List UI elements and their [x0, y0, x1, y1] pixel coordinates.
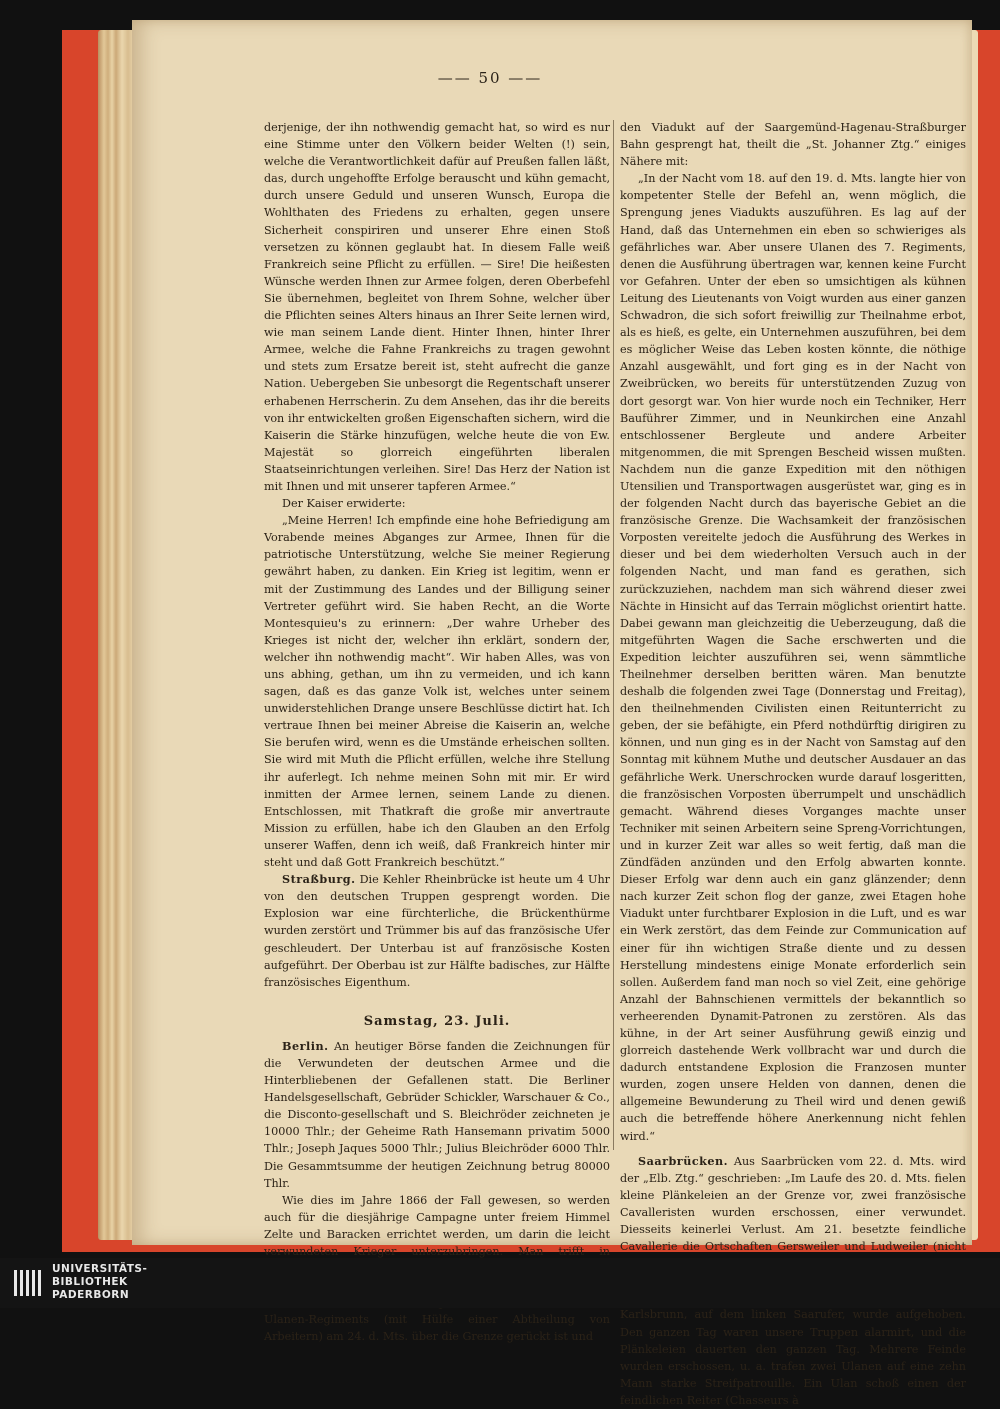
- library-name: UNIVERSITÄTS- BIBLIOTHEK PADERBORN: [52, 1263, 148, 1301]
- paragraph: „Meine Herren! Ich empfinde eine hohe Befriedigung am Vorabende meines Abganges zur Armee, Ihnen für die patriotische Unterstützung, welche Sie meiner Regierung gewährt haben, zu danken. Ein Krieg ist legitim, wenn er mit der Zustimmung des Landes und der Billigung seiner Vertreter geführt wird. Sie haben Recht, an die Worte Montesquieu's zu erinnern: „Der wahre Urheber des Krieges ist nicht der, welcher ihn erklärt, sondern der, welcher ihn nothwendig macht“. Wir haben Alles, was von uns abhing, gethan, um ihn zu vermeiden, und ich kann sagen, daß es das ganze Volk ist, welches unter seinem unwiderstehlichen Drange unsere Beschlüsse dictirt hat. Ich vertraue Ihnen bei meiner Abreise die Kaiserin an, welche Sie berufen wird, wenn es die Umstände erheischen sollten. Sie wird mit Muth die Pflicht erfüllen, welche ihre Stellung ihr auferlegt. Ich nehme meinen Sohn mit mir. Er wird inmitten der Armee lernen, seinem Lande zu dienen. Entschlossen, mit Thatkraft die große mir anvertraute Mission zu erfüllen, habe ich den Glauben an den Erfolg unserer Waffen, denn ich weiß, daß Frankreich hinter mir steht und daß Gott Frankreich beschützt.“: [264, 514, 610, 870]
- library-logo-icon: [12, 1266, 46, 1300]
- left-column: [264, 119, 611, 1344]
- paragraph: Wie dies im Jahre 1866 der Fall gewesen, so werden auch für die diesjährige Campagne unter freiem Himmel Zelte und Baracken errichtet werden, um darin die leicht verwundeten Krieger unterzubringen. Man trifft in: [264, 1193, 610, 1258]
- article-text: Aus Saarbrücken vom 22. d. Mts. wird der „Elb. Ztg.“ geschrieben: „Im Laufe des 20. d. Mts. fielen kleine Plänkeleien an der Grenze vor, zwei französische Cavalleristen wurden erschossen, einer verwundet. Diesseits keinerlei Verlust. Am 21. besetzte feindliche Cavallerie die Ortschaften Gersweiler und Ludweiler (nicht Karlsbrunn, auf dem linken Saarufer, wurde aufgehoben. Den ganzen Tag waren unsere Truppen alarmirt, und die Plänkeleien dauerten den ganzen Tag. Mehrere Feinde wurden erschossen, u. a. trafen zwei Ulanen auf eine zehn Mann starke Streifpatrouille. Ein Ulan schoß einen der feindlichen Reiter (Chasseurs à: [620, 1154, 966, 1407]
- article-heading: Berlin.: [282, 1038, 329, 1053]
- article-text: An heutiger Börse fanden die Zeichnungen für die Verwundeten der deutschen Armee und die Hinterbliebenen der Gefallenen statt. Die Berliner Handelsgesellschaft, Gebrüder Schickler, Warschauer & Co., die Disconto-gesellschaft und S. Bleichröder zeichneten je 10000 Thlr.; der Geheime Rath Hansemann privatim 5000 Thlr.; Joseph Jaques 5000 Thlr.; Julius Bleichröder 6000 Thlr. Die Gesammtsumme der heutigen Zeichnung betrug 80000 Thlr.: [264, 1039, 610, 1190]
- dateline: Samstag, 23. Juli.: [363, 1013, 511, 1029]
- footer-bar: [0, 1258, 1000, 1308]
- article-berlin: [264, 1038, 610, 1192]
- article-heading: Saarbrücken.: [638, 1153, 729, 1168]
- article-text: Die Kehler Rheinbrücke ist heute um 4 Uhr von den deutschen Truppen gesprengt worden. Die Explosion war eine fürchterliche, die Brückenthürme wurden zerstört und Trümmer bis auf das französische Ufer geschleudert. Der Unterbau ist auf französische Kosten aufgeführt. Der Oberbau ist zur Hälfte badisches, zur Hälfte französisches Eigenthum.: [264, 873, 611, 989]
- paragraph: derjenige, der ihn nothwendig gemacht hat, so wird es nur eine Stimme unter den Völkern beider Welten (!) sein, welche die Verantwortlichkeit dafür auf Preußen fallen läßt, das, durch ungehoffte Erfolge berauscht und kühn gemacht, durch unsere Geduld und unseren Wunsch, Europa die Wohlthaten des Friedens zu erhalten, gegen unsere Sicherheit conspiriren und unserer Ehre einen Stoß versetzen zu können geglaubt hat. In diesem Falle weiß Frankreich seine Pflicht zu erfüllen. — Sire! Die heißesten Wünsche werden Ihnen zur Armee folgen, deren Oberbefehl Sie übernehmen, begleitet von Ihrem Sohne, welcher über die Pflichten seines Alters hinaus an Ihrer Seite lernen wird, wie man seinem Lande dient. Hinter Ihnen, hinter Ihrer Armee, welche die Fahne Frankreichs zu tragen gewohnt und stets zum Ersatze bereit ist, steht aufrecht die ganze Nation. Uebergeben Sie unbesorgt die Regentschaft unserer erhabenen Herrscherin. Zu dem Ansehen, das ihr die bereits von ihr entwickelten großen Eigenschaften sichern, wird die Kaiserin die Stärke hinzufügen, welche heute die von Ew. Majestät so glorreich eingeführten liberalen Staatseinrichtungen verleihen. Sire! Das Herz der Nation ist mit Ihnen und mit unserer tapferen Armee.“: [264, 121, 610, 493]
- paragraph: Der Kaiser erwiderte:: [282, 497, 406, 511]
- paragraph: den Viadukt auf der Saargemünd-Hagenau-Straßburger Bahn gesprengt hat, theilt die „St. Johanner Ztg.“ einiges Nähere mit:: [620, 121, 966, 169]
- column-divider: [613, 120, 614, 1150]
- right-column: [620, 119, 966, 1407]
- page-number: —— 50 ——: [437, 69, 543, 87]
- article-text: Ulanen-Regiments (mit Hülfe einer Abtheilung von Arbeitern) am 24. d. Mts. über die Grenze gerückt ist und: [264, 1313, 610, 1344]
- article-strassburg: [264, 871, 610, 991]
- article-heading: Straßburg.: [282, 872, 356, 887]
- paragraph: „In der Nacht vom 18. auf den 19. d. Mts. langte hier von kompetenter Stelle der Befehl an, wenn möglich, die Sprengung jenes Viadukts auszuführen. Es lag auf der Hand, daß das Unternehmen ein eben so schwieriges als gefährliches war. Aber unsere Ulanen des 7. Regiments, denen die Ausführung übertragen war, kennen keine Furcht vor Gefahren. Unter der eben so umsichtigen als kühnen Leitung des Lieutenants von Voigt wurden aus einer ganzen Schwadron, die sich sofort freiwillig zur Theilnahme erbot, als es hieß, es gelte, ein Unternehmen auszuführen, bei dem es möglicher Weise das Leben kosten könnte, die nöthige Anzahl ausgewählt, und fort ging es in der Nacht von Zweibrücken, wo bereits für unterstützenden Zuzug von dort gesorgt war. Von hier wurde noch ein Techniker, Herr Bauführer Zimmer, und in Neunkirchen eine Anzahl entschlossener Bergleute und andere Arbeiter mitgenommen, die mit Sprengen Bescheid wissen mußten. Nachdem nun die ganze Expedition mit den nöthigen Utensilien und Transportwagen ausgerüstet war, ging es in der folgenden Nacht durch das bayerische Gebiet an die französische Grenze. Die Wachsamkeit der französischen Vorposten vereitelte jedoch die Ausführung des Werkes in dieser und bei dem wiederholten Versuch auch in der folgenden Nacht, und man fand es gerathen, sich zurückzuziehen, nachdem man sich während dieser zwei Nächte in Hinsicht auf das Terrain möglichst orientirt hatte. Dabei gewann man gleichzeitig die Ueberzeugung, daß die mitgeführten Wagen die Sache erschwerten und die Expedition leichter auszuführen sei, wenn sämmtliche Theilnehmer derselben beritten wären. Man benutzte deshalb die folgenden zwei Tage (Donnerstag und Freitag), den theilnehmenden Civilisten einen Reitunterricht zu geben, der sie befähigte, ein Pferd nothdürftig dirigiren zu können, und nun ging es in der Nacht von Samstag auf den Sonntag mit kühnem Muthe und deutscher Ausdauer an das gefährliche Werk. Unerschrocken wurde darauf losgeritten, die französischen Vorposten überrumpelt und unschädlich gemacht. Während dieses Vorganges machte unser Techniker mit seinen Arbeitern seine Spreng-Vorrichtungen, und in kurzer Zeit war alles so weit fertig, daß man die Zündfäden anzünden und den Erfolg abwarten konnte. Dieser Erfolg war denn auch ein ganz glänzender; denn nach kurzer Zeit schon flog der ganze, zwei Etagen hohe Viadukt unter furchtbarer Explosion in die Luft, und es war ein Werk zerstört, das dem Feinde zur Communication auf einer für ihn wichtigen Straße diente und zu dessen Herstellung mindestens einige Monate erforderlich sein sollen. Außerdem fand man noch so viel Zeit, eine gehörige Anzahl der Bahnschienen vermittels der bekanntlich so verheerenden Dynamit-Patronen zu zerstören. Als das kühne, in der Art seiner Ausführung gewiß einzig und glorreich dastehende Werk vollbracht war und durch die dadurch entstandene Explosion die Franzosen munter wurden, zogen unsere Helden von dannen, denen die allgemeine Bewunderung zu Theil wird und denen gewiß auch die betreffende höhere Anerkennung nicht fehlen wird.“: [620, 172, 966, 1143]
